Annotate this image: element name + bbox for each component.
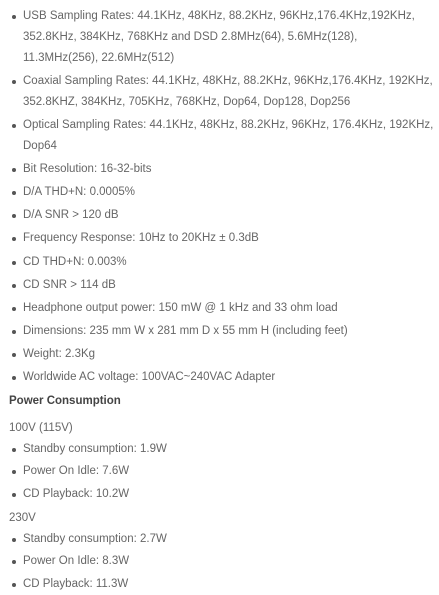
bullet-icon	[12, 330, 16, 334]
bullet-icon	[12, 583, 16, 587]
bullet-icon	[12, 214, 16, 218]
list-item	[0, 484, 439, 505]
list-item	[0, 71, 439, 113]
voltage-label-100v: 100V (115V)	[9, 421, 73, 434]
list-item	[0, 228, 439, 249]
bullet-icon	[12, 493, 16, 497]
list-item	[0, 574, 439, 595]
bullet-icon	[12, 448, 16, 452]
list-item	[0, 367, 439, 388]
bullet-icon	[12, 80, 16, 84]
spec-text: Power On Idle: 7.6W	[23, 465, 130, 478]
bullet-icon	[12, 353, 16, 357]
bullet-icon	[12, 470, 16, 474]
list-item	[0, 205, 439, 226]
bullet-icon	[12, 168, 16, 172]
spec-text: Weight: 2.3Kg	[23, 348, 96, 361]
voltage-label-230v: 230V	[9, 511, 36, 524]
bullet-icon	[12, 237, 16, 241]
list-item	[0, 6, 439, 69]
spec-text: CD Playback: 11.3W	[23, 577, 129, 590]
list-item	[0, 252, 439, 273]
list-item	[0, 275, 439, 296]
list-item	[0, 115, 439, 157]
list-item	[0, 321, 439, 342]
spec-text: USB Sampling Rates: 44.1KHz, 48KHz, 88.2KHz, 96KHz,176.4KHz,192KHz, 352.8KHz, 384KHz, 768KHz and DSD 2.8MHz(64), 5.6MHz(128), 11.3MHz(256), 22.6MHz(512)	[23, 10, 415, 64]
spec-text: CD THD+N: 0.003%	[23, 255, 127, 268]
bullet-icon	[12, 307, 16, 311]
spec-text: Power On Idle: 8.3W	[23, 555, 130, 568]
spec-text: Coaxial Sampling Rates: 44.1KHz, 48KHz, 88.2KHz, 96KHz,176.4KHz, 192KHz, 352.8KHZ, 384KHz, 705KHz, 768KHz, Dop64, Dop128, Dop256	[23, 74, 433, 108]
spec-text: D/A SNR > 120 dB	[23, 209, 119, 222]
bullet-icon	[12, 560, 16, 564]
spec-text: D/A THD+N: 0.0005%	[23, 185, 135, 198]
list-item	[0, 344, 439, 365]
bullet-icon	[12, 191, 16, 195]
bullet-icon	[12, 261, 16, 265]
power-list-230v	[0, 529, 439, 595]
spec-text: Standby consumption: 1.9W	[23, 442, 167, 455]
list-item	[0, 439, 439, 460]
bullet-icon	[12, 538, 16, 542]
spec-text: Dimensions: 235 mm W x 281 mm D x 55 mm H (including feet)	[23, 325, 348, 338]
list-item	[0, 461, 439, 482]
bullet-icon	[12, 284, 16, 288]
spec-text: CD SNR > 114 dB	[23, 278, 116, 291]
spec-text: Headphone output power: 150 mW @ 1 kHz and 33 ohm load	[23, 301, 338, 314]
list-item	[0, 551, 439, 572]
power-consumption-heading: Power Consumption	[9, 394, 121, 407]
list-item	[0, 182, 439, 203]
list-item	[0, 298, 439, 319]
bullet-icon	[12, 15, 16, 19]
power-list-100v	[0, 439, 439, 505]
bullet-icon	[12, 376, 16, 380]
spec-text: Worldwide AC voltage: 100VAC~240VAC Adapter	[23, 371, 276, 384]
spec-text: Frequency Response: 10Hz to 20KHz ± 0.3dB	[23, 232, 259, 245]
bullet-icon	[12, 124, 16, 128]
spec-text: Optical Sampling Rates: 44.1KHz, 48KHz, 88.2KHz, 96KHz, 176.4KHz, 192KHz, Dop64	[23, 118, 434, 152]
spec-text: Bit Resolution: 16-32-bits	[23, 162, 152, 175]
spec-text: Standby consumption: 2.7W	[23, 532, 167, 545]
list-item	[0, 159, 439, 180]
spec-text: CD Playback: 10.2W	[23, 487, 130, 500]
